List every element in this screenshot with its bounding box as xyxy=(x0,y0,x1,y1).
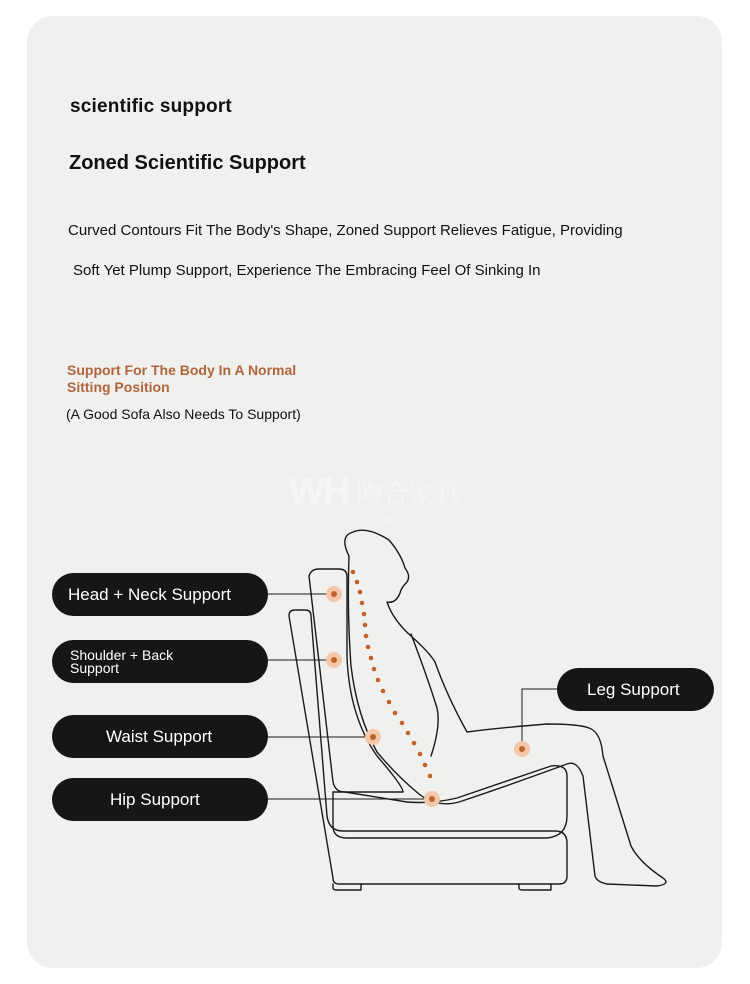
spine-dots xyxy=(351,570,433,779)
seated-figure-illustration xyxy=(27,16,722,968)
label-head-neck-support xyxy=(52,573,268,616)
page-title: Zoned Scientific Support xyxy=(69,152,306,174)
description-line-2: Soft Yet Plump Support, Experience The Embracing Feel Of Sinking In xyxy=(73,262,541,279)
arm-outline xyxy=(411,634,438,756)
sofa-foot-left xyxy=(333,884,361,890)
section-kicker: scientific support xyxy=(70,96,232,117)
brand-name-cn: 吻合家具 xyxy=(356,479,461,509)
label-hip-text: Hip Support xyxy=(110,789,200,809)
label-leg-text: Leg Support xyxy=(587,679,680,699)
label-shoulder-back-support xyxy=(52,640,268,683)
content-card xyxy=(27,16,722,968)
sofa-foot-right xyxy=(519,884,551,890)
leader-leg xyxy=(522,689,557,749)
label-head-neck-text: Head + Neck Support xyxy=(68,584,232,604)
brand-logo: WH xyxy=(289,471,349,513)
posture-heading: Support For The Body In A Normal Sitting Position xyxy=(67,362,297,395)
label-waist-support xyxy=(52,715,268,758)
brand-name-en: COINCIDE xyxy=(351,515,444,525)
posture-note: (A Good Sofa Also Needs To Support) xyxy=(66,406,301,422)
label-waist-text: Waist Support xyxy=(106,726,213,746)
description-line-1: Curved Contours Fit The Body's Shape, Zoned Support Relieves Fatigue, Providing xyxy=(68,222,623,239)
label-shoulder-back-text: Shoulder + Back Support xyxy=(70,646,174,676)
label-hip-support xyxy=(52,778,268,821)
label-leg-support xyxy=(557,668,714,711)
